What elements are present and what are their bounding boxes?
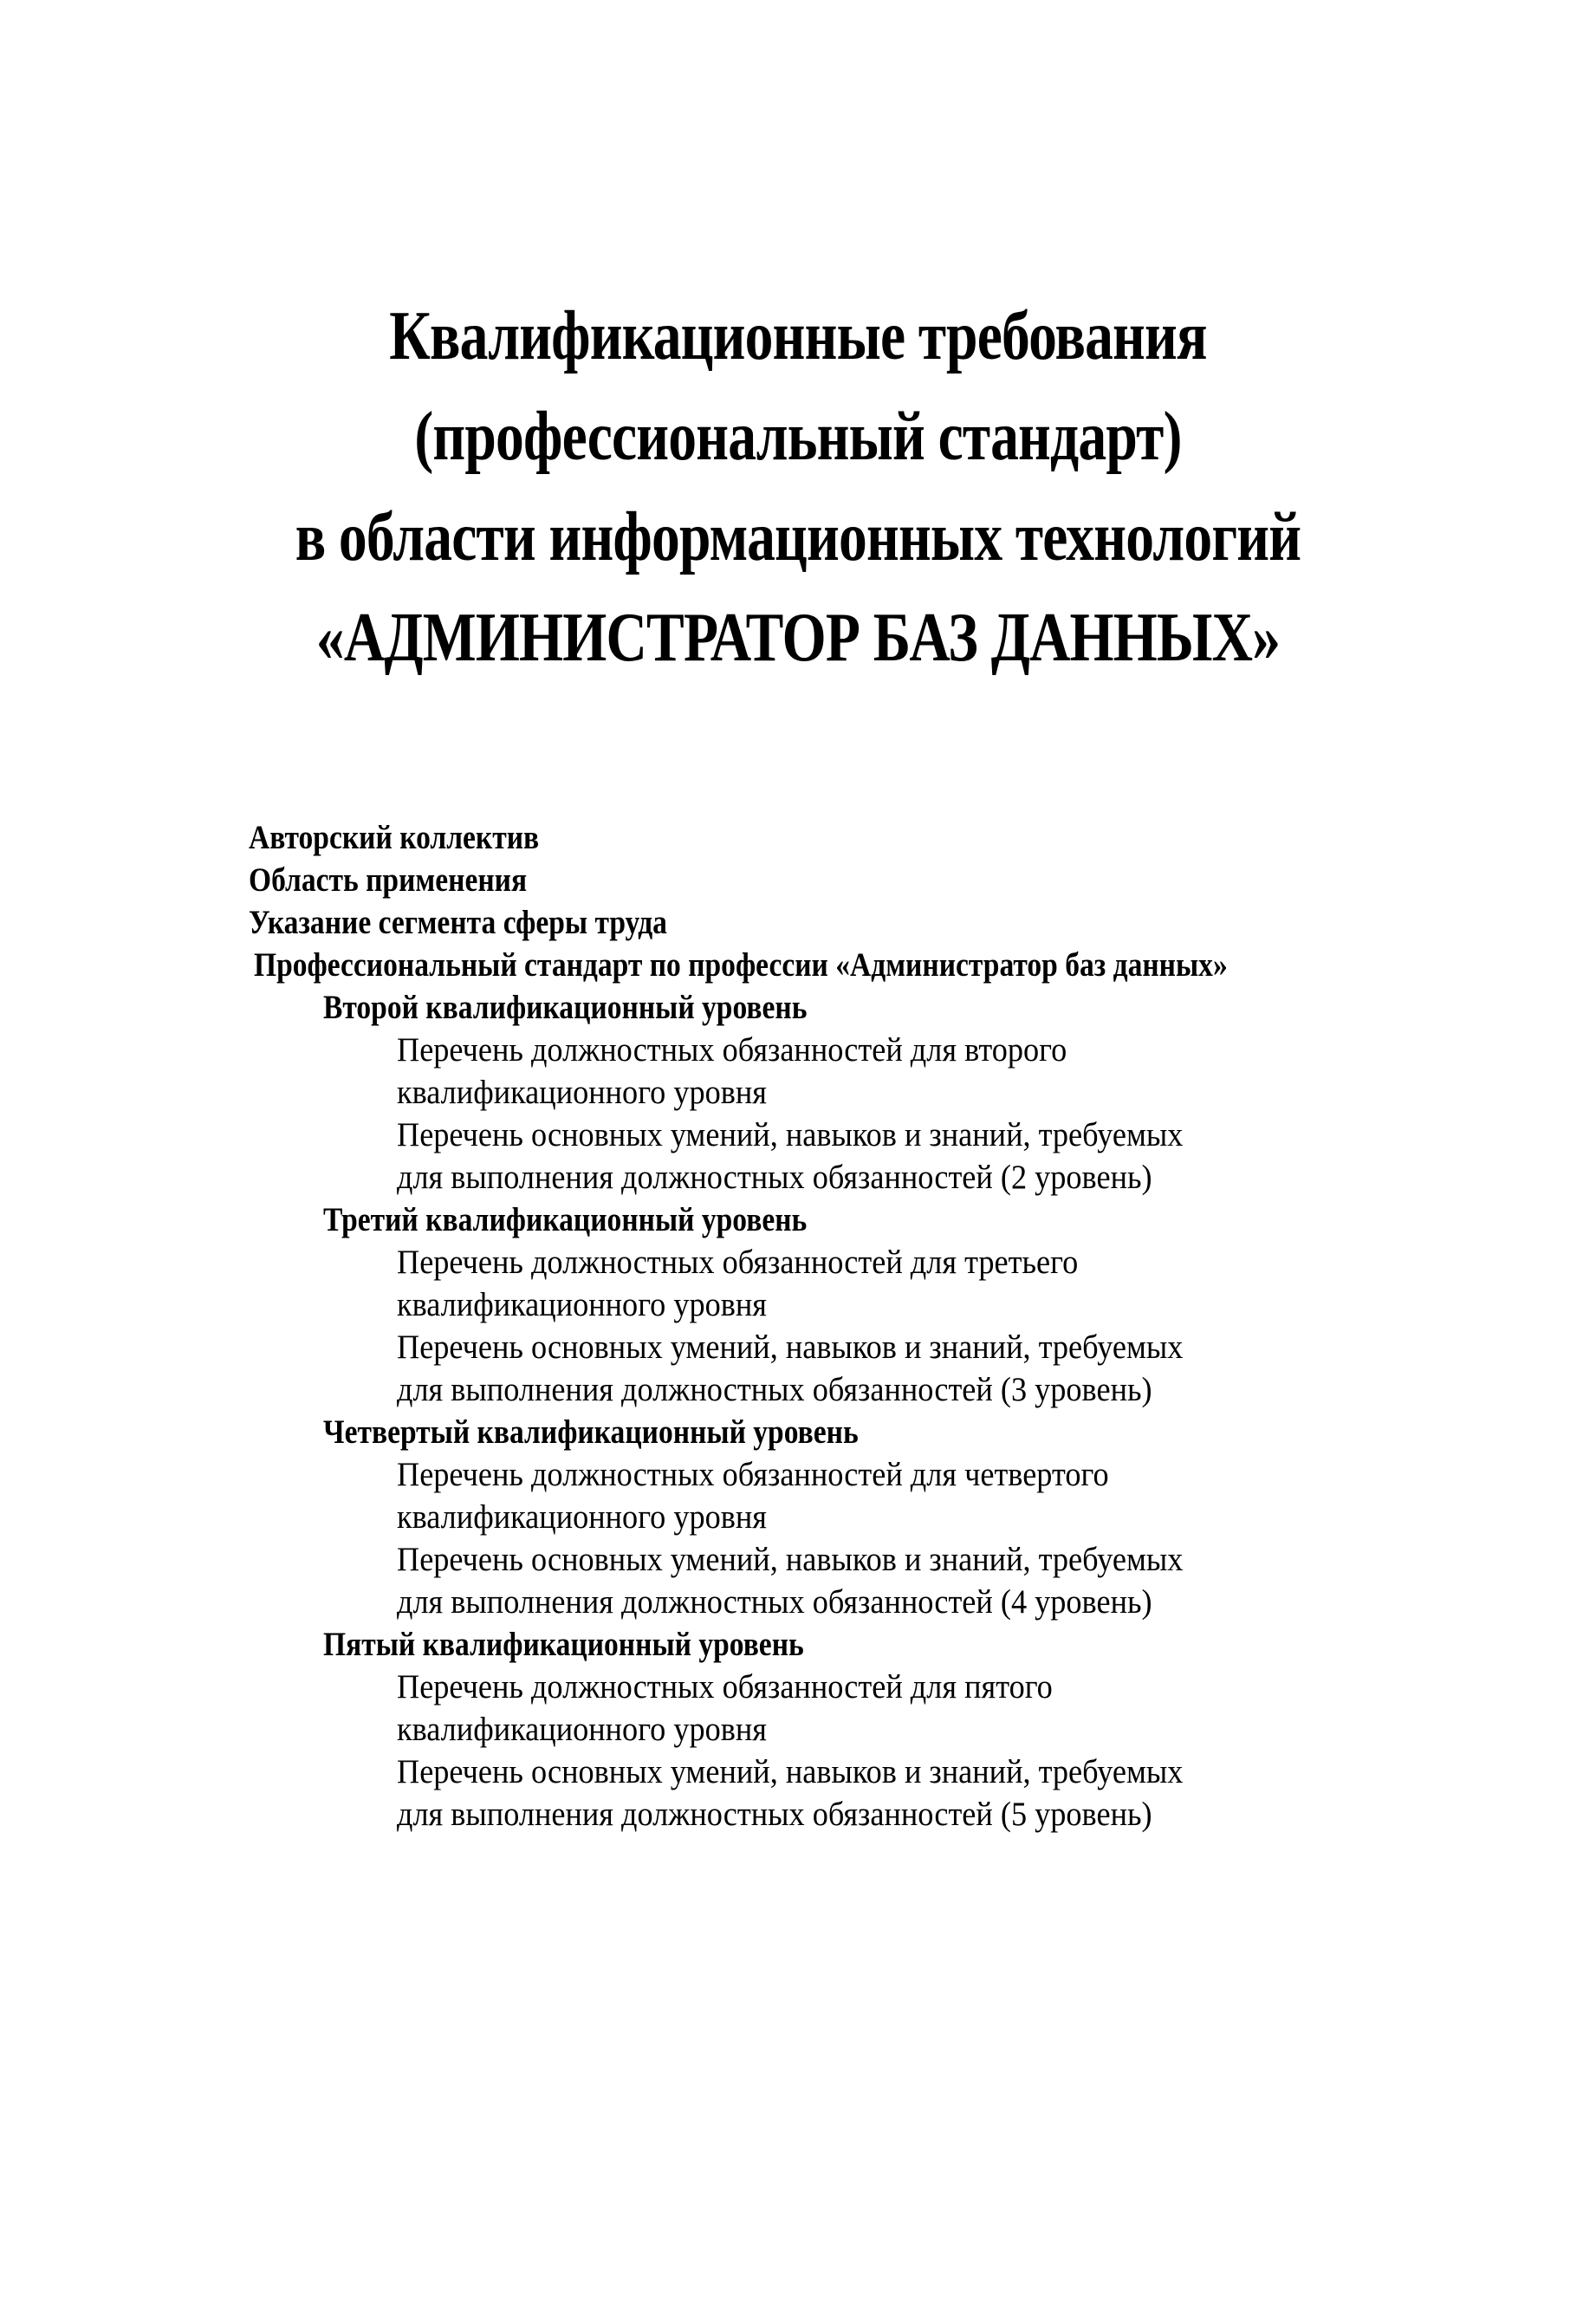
toc-level-section <box>323 1623 1596 1666</box>
toc-level-duties[interactable] <box>397 1453 1437 1538</box>
toc-level-heading[interactable]: Пятый квалификационный уровень <box>323 1626 804 1663</box>
toc-scope[interactable]: Область применения <box>249 861 528 899</box>
table-of-contents <box>0 816 1596 1835</box>
toc-item-line: квалификационного уровня <box>397 1286 768 1323</box>
toc-item-line: Перечень основных умений, навыков и знаний, требуемых <box>397 1753 1184 1790</box>
toc-item-line: Перечень должностных обязанностей для второго <box>397 1031 1067 1069</box>
toc-item-line: квалификационного уровня <box>397 1498 768 1536</box>
toc-item-line: для выполнения должностных обязанностей (2 уровень) <box>397 1159 1152 1196</box>
title-line-4: «АДМИНИСТРАТОР БАЗ ДАННЫХ» <box>315 600 1281 676</box>
toc-level-heading[interactable]: Второй квалификационный уровень <box>323 989 808 1026</box>
toc-level-section <box>323 1411 1596 1453</box>
toc-level-heading[interactable]: Третий квалификационный уровень <box>323 1201 808 1238</box>
toc-segment[interactable]: Указание сегмента сферы труда <box>249 904 667 941</box>
title-line-1: Квалификационные требования <box>389 298 1207 374</box>
toc-level-heading[interactable]: Четвертый квалификационный уровень <box>323 1413 859 1451</box>
toc-standard[interactable]: Профессиональный стандарт по профессии «Администратор баз данных» <box>254 946 1228 984</box>
toc-item-line: для выполнения должностных обязанностей (5 уровень) <box>397 1796 1152 1833</box>
toc-item-line: для выполнения должностных обязанностей (3 уровень) <box>397 1371 1152 1408</box>
toc-level-skills[interactable] <box>397 1751 1437 1835</box>
toc-item-line: Перечень основных умений, навыков и знаний, требуемых <box>397 1329 1184 1366</box>
document-title <box>0 286 1596 688</box>
toc-level-duties[interactable] <box>397 1029 1437 1114</box>
toc-item-line: Перечень должностных обязанностей для пятого <box>397 1668 1053 1706</box>
toc-level-section <box>323 1199 1596 1241</box>
toc-authors[interactable]: Авторский коллектив <box>249 819 540 856</box>
toc-item-line: для выполнения должностных обязанностей (4 уровень) <box>397 1583 1152 1621</box>
toc-level-skills[interactable] <box>397 1326 1437 1411</box>
toc-level-skills[interactable] <box>397 1114 1437 1199</box>
toc-item-line: Перечень основных умений, навыков и знаний, требуемых <box>397 1541 1184 1578</box>
toc-level-duties[interactable] <box>397 1666 1437 1751</box>
title-line-2: (профессиональный стандарт) <box>414 399 1182 475</box>
toc-level-skills[interactable] <box>397 1538 1437 1623</box>
toc-item-line: квалификационного уровня <box>397 1711 768 1748</box>
toc-item-line: квалификационного уровня <box>397 1074 768 1111</box>
toc-level-duties[interactable] <box>397 1241 1437 1326</box>
toc-item-line: Перечень основных умений, навыков и знаний, требуемых <box>397 1116 1184 1153</box>
toc-item-line: Перечень должностных обязанностей для четвертого <box>397 1456 1109 1493</box>
toc-item-line: Перечень должностных обязанностей для третьего <box>397 1244 1079 1281</box>
title-line-3: в области информационных технологий <box>295 499 1301 575</box>
toc-level-section <box>323 986 1596 1029</box>
